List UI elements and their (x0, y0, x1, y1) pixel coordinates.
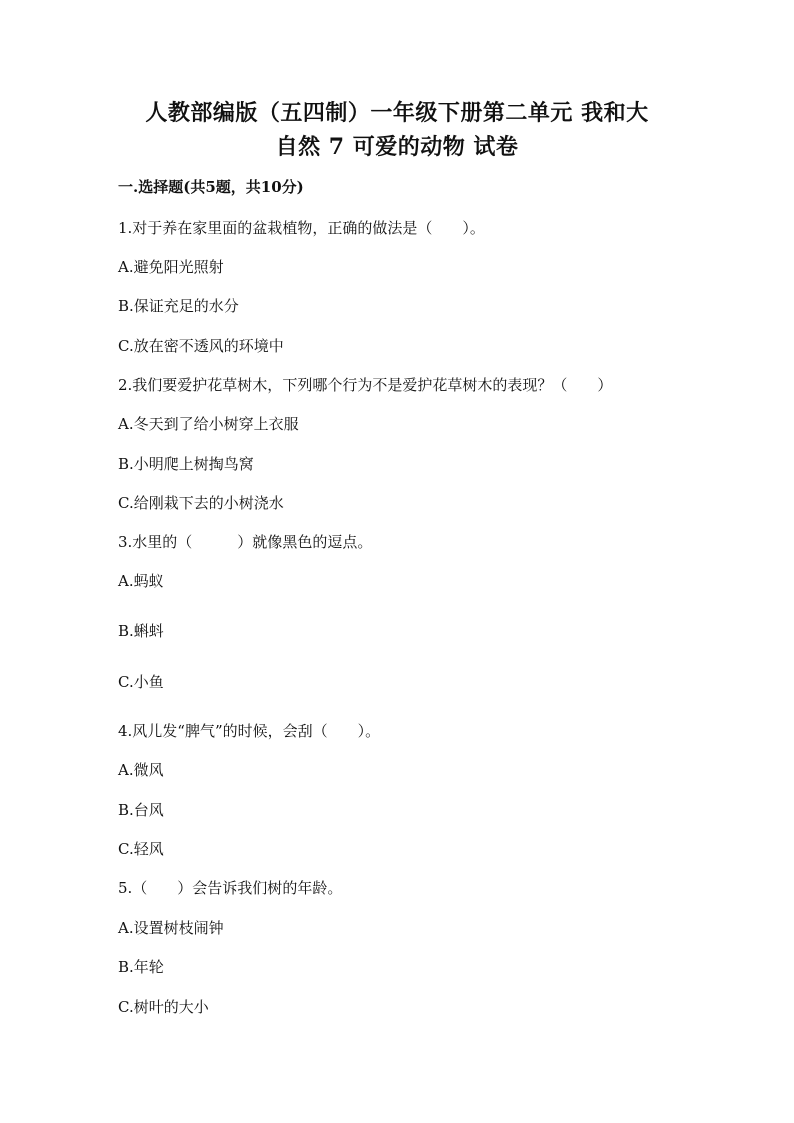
question-4-option-a: A.微风 (118, 761, 164, 779)
question-2-option-b: B.小明爬上树掏鸟窝 (118, 455, 254, 473)
question-3-option-c: C.小鱼 (118, 673, 164, 691)
question-5-option-a: A.设置树枝闹钟 (118, 919, 224, 937)
question-5-stem: 5.（ ）会告诉我们树的年龄。 (118, 879, 343, 897)
section-heading: 一.选择题(共5题，共10分) (118, 178, 304, 196)
question-5-option-b: B.年轮 (118, 958, 164, 976)
question-4-option-b: B.台风 (118, 801, 164, 819)
question-3-option-b: B.蝌蚪 (118, 622, 164, 640)
question-2-option-c: C.给刚栽下去的小树浇水 (118, 494, 284, 512)
document-title-line-2: 自然 7 可爱的动物 试卷 (275, 134, 519, 160)
question-3-stem: 3.水里的（ ）就像黑色的逗点。 (118, 533, 373, 551)
question-4-option-c: C.轻风 (118, 840, 164, 858)
question-1-option-b: B.保证充足的水分 (118, 297, 239, 315)
question-5-option-c: C.树叶的大小 (118, 998, 209, 1016)
question-1-option-a: A.避免阳光照射 (118, 258, 224, 276)
question-4-stem: 4.风儿发“脾气”的时候，会刮（ ）。 (118, 722, 381, 740)
question-3-option-a: A.蚂蚁 (118, 572, 164, 590)
question-1-option-c: C.放在密不透风的环境中 (118, 337, 284, 355)
question-2-option-a: A.冬天到了给小树穿上衣服 (118, 415, 299, 433)
document-title-line-1: 人教部编版（五四制）一年级下册第二单元 我和大 (145, 100, 649, 126)
question-2-stem: 2.我们要爱护花草树木，下列哪个行为不是爱护花草树木的表现？（ ） (118, 376, 613, 394)
question-1-stem: 1.对于养在家里面的盆栽植物，正确的做法是（ ）。 (118, 219, 485, 237)
